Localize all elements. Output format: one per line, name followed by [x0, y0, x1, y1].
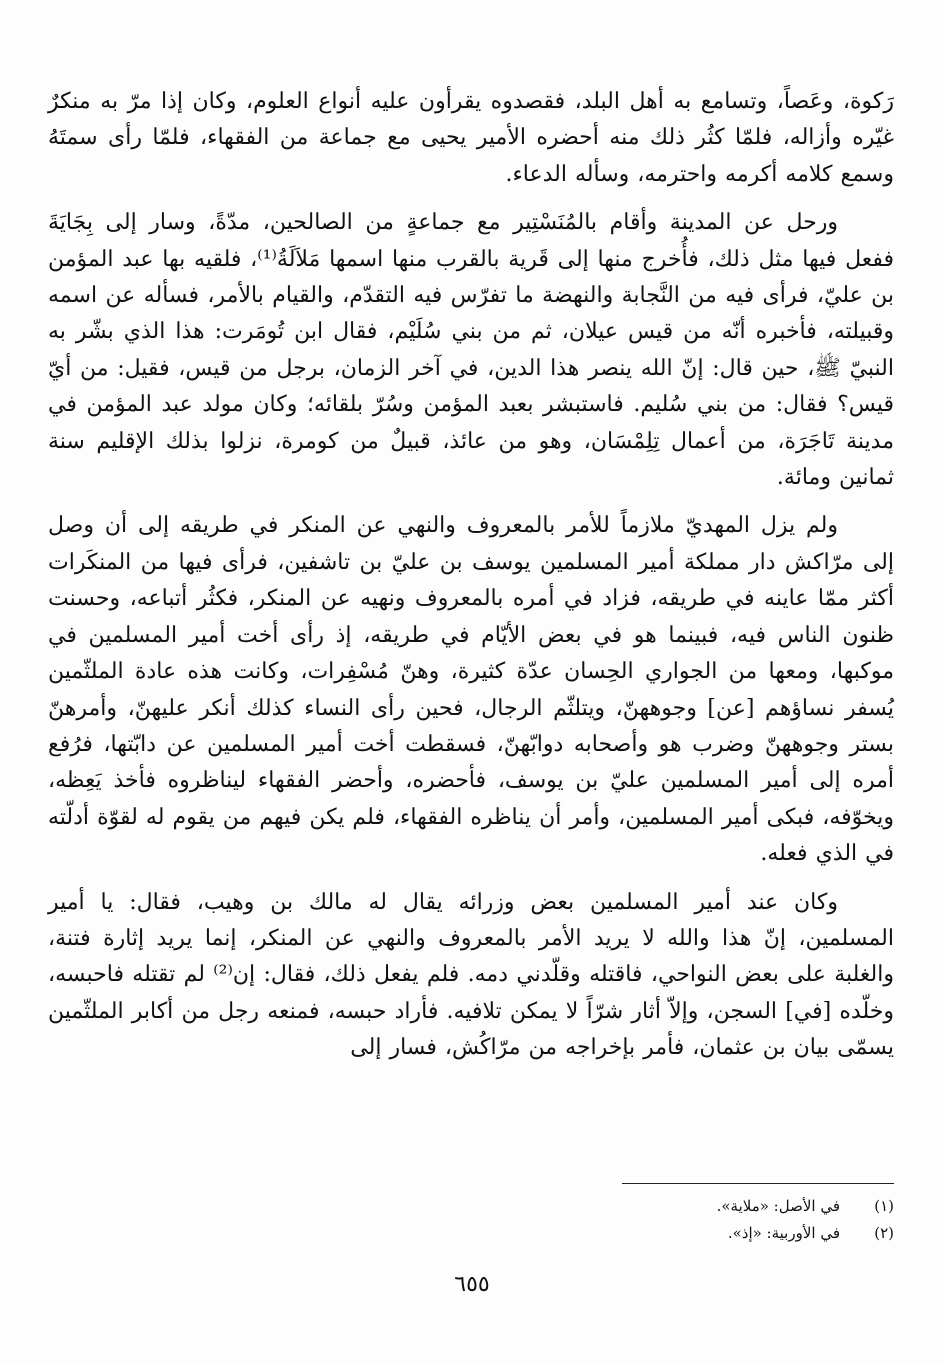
footnote-2 — [394, 1220, 894, 1247]
footnote-number: (٢) — [874, 1224, 894, 1242]
footnotes — [394, 1193, 894, 1247]
paragraph-4: وكان عند أمير المسلمين بعض وزرائه يقال له مالك بن وهيب، فقال: يا أمير المسلمين، إنّ هذا والله لا يريد الأمر بالمعروف والنهي عن المنكر، إنما يريد إثارة فتنة، والغلبة على بعض النواحي، فاقتله وقلّدني دمه. فلم يفعل ذلك، فقال: إن⁽²⁾ لم تقتله فاحبسه، وخلّده [في] السجن، وإلاّ أثار شرّاً لا يمكن تلافيه. فأراد حبسه، فمنعه رجل من أكابر الملثّمين يسمّى بيان بن عثمان، فأمر بإخراجه من مرّاكُش، فسار إلى — [48, 889, 894, 1061]
footnote-text: في الأصل: «ملاية». — [716, 1197, 840, 1215]
paragraph-2: ورحل عن المدينة وأقام بالمُنَسْتِير مع جماعةٍ من الصالحين، مدّةً، وسار إلى بِجَايَةَ ففعل فيها مثل ذلك، فأُخرج منها إلى قَرية بالقرب منها اسمها مَلاَلَةُ⁽¹⁾، فلقيه بها عبد المؤمن بن عليّ، فرأى فيه من النَّجابة والنهضة ما تفرّس فيه التقدّم، والقيام بالأمر، فسأله عن اسمه وقبيلته، فأخبره أنّه من قيس عيلان، ثم من بني سُلَيْم، فقال ابن تُومَرت: هذا الذي بشّر به النبيّ ﷺ، حين قال: إنّ الله ينصر هذا الدين، في آخر الزمان، برجل من قيس، فقيل: من أيّ قيس؟ فقال: من بني سُليم. فاستبشر بعبد المؤمن وسُرّ بلقائه؛ وكان مولد عبد المؤمن في مدينة تَاجَرَة، من أعمال تِلِمْسَان، وهو من عائذ، قبيلٌ من كومرة، نزلوا بذلك الإقليم سنة ثمانين ومائة. — [48, 210, 894, 491]
page-number: ٦٥٥ — [454, 1272, 490, 1297]
paragraph-1: رَكوة، وعَصاً، وتسامع به أهل البلد، فقصدوه يقرأون عليه أنواع العلوم، وكان إذا مرّ به منكرٌ غيّره وأزاله، فلمّا كثُر ذلك منه أحضره الأمير يحيى مع جماعة من الفقهاء، فلمّا رأى سمتَهُ وسمع كلامه أكرمه واحترمه، وسأله الدعاء. — [48, 89, 894, 187]
footnote-divider — [622, 1183, 894, 1184]
main-text — [48, 84, 894, 1079]
footnote-number: (١) — [874, 1197, 894, 1215]
paragraph-3: ولم يزل المهديّ ملازماً للأمر بالمعروف والنهي عن المنكر في طريقه إلى أن وصل إلى مرّاكش دار مملكة أمير المسلمين يوسف بن عليّ بن تاشفين، فرأى فيها من المنكَرات أكثر ممّا عاينه في طريقه، فزاد في أمره بالمعروف ونهيه عن المنكر، فكثُر أتباعه، وحسنت ظنون الناس فيه، فبينما هو في بعض الأيّام في طريقه، إذ رأى أخت أمير المسلمين في موكبها، ومعها من الجواري الحِسان عدّة كثيرة، وهنّ مُسْفِرات، وكانت هذه عادة الملثّمين يُسفر نساؤهم [عن] وجوههنّ، ويتلثّم الرجال، فحين رأى النساء كذلك أنكر عليهنّ، وأمرهنّ بستر وجوههنّ وضرب هو وأصحابه دوابّهنّ، فسقطت أخت أمير المسلمين عن دابّتها، فرُفع أمره إلى أمير المسلمين عليّ بن يوسف، فأحضره، وأحضر الفقهاء ليناظروه فأخذ يَعِظه، ويخوّفه، فبكى أمير المسلمين، وأمر أن يناظره الفقهاء، فلم يكن فيهم من يقوم له لقوّة أدلّته في الذي فعله. — [48, 513, 894, 867]
footnote-text: في الأوربية: «إذ». — [727, 1224, 840, 1242]
footnote-1 — [394, 1193, 894, 1220]
